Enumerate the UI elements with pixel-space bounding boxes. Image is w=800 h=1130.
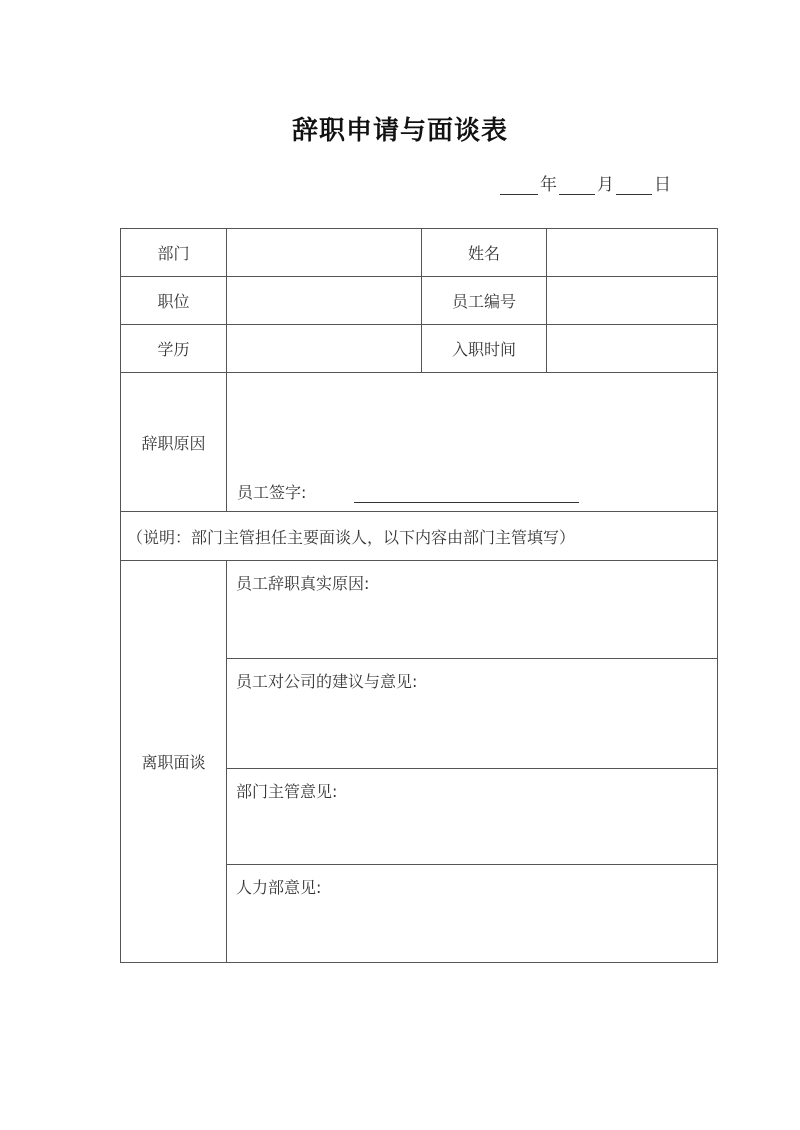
day-label: 日 — [654, 175, 671, 195]
date-line — [500, 170, 673, 195]
position-value-cell[interactable] — [227, 277, 422, 325]
hire-date-label: 入职时间 — [422, 325, 547, 373]
suggestions-cell[interactable]: 员工对公司的建议与意见: — [227, 659, 718, 769]
day-blank[interactable] — [616, 174, 652, 195]
manager-opinion-cell[interactable]: 部门主管意见: — [227, 769, 718, 865]
education-value-cell[interactable] — [227, 325, 422, 373]
reason-cell[interactable] — [227, 373, 718, 512]
hr-opinion-cell[interactable]: 人力部意见: — [227, 865, 718, 963]
employee-no-label: 员工编号 — [422, 277, 547, 325]
reason-label: 辞职原因 — [121, 373, 227, 512]
position-label: 职位 — [121, 277, 227, 325]
education-label: 学历 — [121, 325, 227, 373]
signature-line[interactable] — [354, 488, 579, 503]
year-blank[interactable] — [500, 174, 538, 195]
month-label: 月 — [597, 175, 614, 195]
dept-value-cell[interactable] — [227, 229, 422, 277]
signature-label: 员工签字: — [237, 483, 307, 502]
year-label: 年 — [540, 175, 557, 195]
signature-area — [237, 480, 579, 503]
name-label: 姓名 — [422, 229, 547, 277]
note-text: （说明：部门主管担任主要面谈人，以下内容由部门主管填写） — [121, 512, 718, 561]
employee-no-value-cell[interactable] — [547, 277, 718, 325]
hire-date-value-cell[interactable] — [547, 325, 718, 373]
month-blank[interactable] — [559, 174, 595, 195]
real-reason-cell[interactable]: 员工辞职真实原因: — [227, 561, 718, 659]
interview-label: 离职面谈 — [121, 561, 227, 963]
dept-label: 部门 — [121, 229, 227, 277]
resignation-form-table — [120, 228, 718, 963]
page-title: 辞职申请与面谈表 — [291, 116, 508, 146]
name-value-cell[interactable] — [547, 229, 718, 277]
